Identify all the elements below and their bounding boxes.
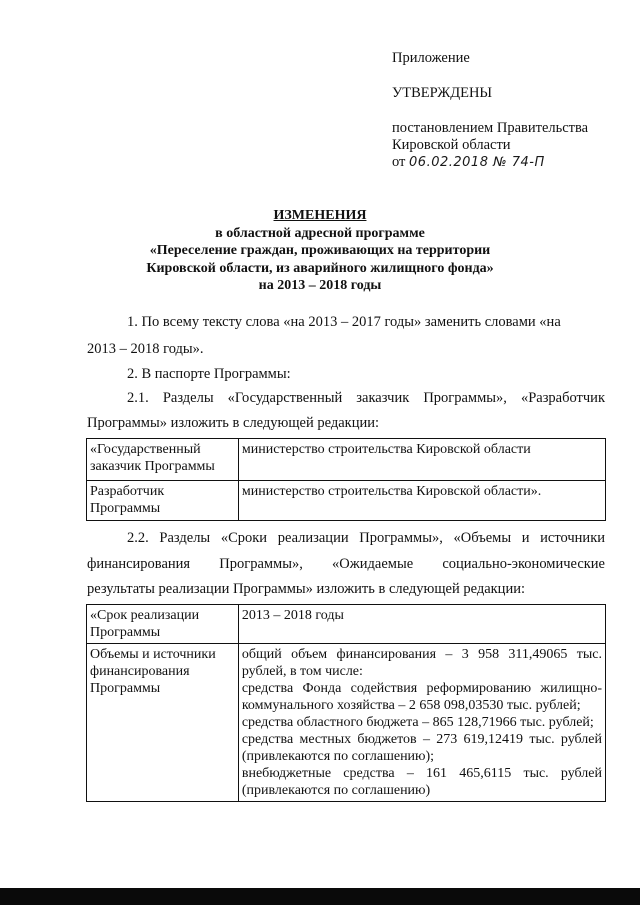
table-cell-label: «Срок реализации Программы <box>87 605 239 644</box>
financing-fund: средства Фонда содействия реформированию жилищно-коммунального хозяйства – 2 658 098,03530 тыс. рублей; <box>241 681 602 713</box>
title-heading: ИЗМЕНЕНИЯ <box>273 208 367 223</box>
table-cell-value: министерство строительства Кировской области <box>238 439 605 481</box>
decree-line-1: постановлением Правительства <box>392 120 589 136</box>
handwritten-date: 06.02.2018 № 74-П <box>409 155 545 170</box>
table-cell-value <box>238 644 605 802</box>
table-cell-value: министерство строительства Кировской области». <box>238 481 605 521</box>
financing-total: общий объем финансирования – 3 958 311,49065 тыс. рублей, в том числе: <box>241 647 602 679</box>
paragraph-1-line-2: 2013 – 2018 годы». <box>87 341 204 357</box>
paragraph-2-2-line-2: финансирования Программы», «Ожидаемые социально-экономические <box>87 556 605 572</box>
title-line-2: в областной адресной программе <box>215 225 425 241</box>
table-row <box>87 481 606 521</box>
paragraph-2-2-line-3: результаты реализации Программы» изложить в следующей редакции: <box>87 581 525 597</box>
paragraph-2: 2. В паспорте Программы: <box>127 366 291 382</box>
table-cell-label: «Государственный заказчик Программы <box>87 439 239 481</box>
decree-line-2: Кировской области <box>392 137 511 153</box>
paragraph-1-line-1: 1. По всему тексту слова «на 2013 – 2017 годы» заменить словами «на <box>127 314 561 330</box>
financing-local-budgets: средства местных бюджетов – 273 619,12419 тыс. рублей (привлекаются по соглашению); <box>241 732 602 764</box>
table-row <box>87 644 606 802</box>
title-line-4: Кировской области, из аварийного жилищного фонда» <box>146 260 494 276</box>
title-line-5: на 2013 – 2018 годы <box>258 278 382 293</box>
table-row <box>87 439 606 481</box>
document-title <box>0 207 640 295</box>
scan-bottom-edge <box>0 888 640 905</box>
date-prefix: от <box>392 154 406 170</box>
appendix-label: Приложение <box>392 50 470 66</box>
paragraph-2-2-line-1: 2.2. Разделы «Сроки реализации Программы», «Объемы и источники <box>127 530 605 546</box>
paragraph-2-1-line-2: Программы» изложить в следующей редакции: <box>87 415 380 431</box>
table-cell-label: Разработчик Программы <box>87 481 239 521</box>
table-terms-financing <box>86 604 606 802</box>
title-line-3: «Переселение граждан, проживающих на территории <box>149 243 491 258</box>
table-cell-label: Объемы и источники финансирования Программы <box>87 644 239 802</box>
financing-extrabudgetary: внебюджетные средства – 161 465,6115 тыс. рублей (привлекаются по соглашению) <box>241 766 602 798</box>
approved-label: УТВЕРЖДЕНЫ <box>392 85 493 101</box>
table-customer-developer <box>86 438 606 521</box>
decree-date-line <box>392 154 622 171</box>
financing-regional-budget: средства областного бюджета – 865 128,71966 тыс. рублей; <box>241 715 594 730</box>
table-row <box>87 605 606 644</box>
table-cell-value: 2013 – 2018 годы <box>238 605 605 644</box>
paragraph-2-1-line-1: 2.1. Разделы «Государственный заказчик Программы», «Разработчик <box>127 390 605 406</box>
